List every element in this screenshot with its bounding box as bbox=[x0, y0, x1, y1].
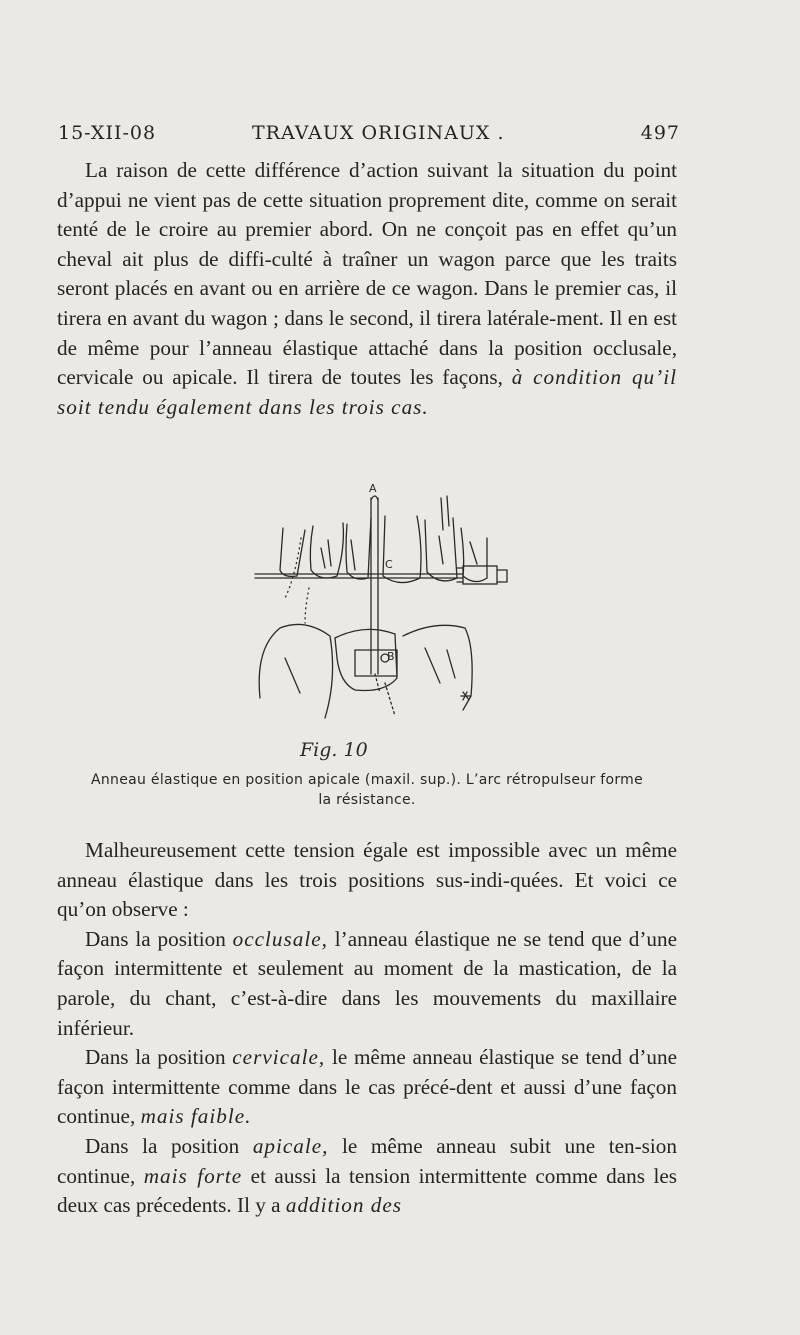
paragraph-2: Malheureusement cette tension égale est impossible avec un même anneau élastique dans les trois positions sus-indi-quées. Et voici ce qu’on observe : bbox=[57, 838, 677, 922]
paragraph-1-text: La raison de cette différence d’action suivant la situation du point d’appui ne vient pas de cette situation proprement dite, comme on serait tenté de le croire au premier abord. On ne conçoit pas en effet qu’un cheval ait plus de diffi-culté à traîner un wagon parce que les traits seront placés en avant ou en arrière de ce wagon. Dans le premier cas, il tirera en avant du wagon ; dans le second, il tirera latérale-ment. Il en est de même pour l’anneau élastique attaché dans la position occlusale, cervicale ou apicale. Il tirera de toutes les façons, bbox=[57, 158, 677, 390]
figure-label-a: A bbox=[369, 482, 377, 495]
header-date: 15-XII-08 bbox=[58, 122, 157, 144]
upper-tooth bbox=[383, 516, 421, 583]
handwritten-fig-label: Fig. 10 bbox=[300, 739, 368, 761]
header-title: TRAVAUX ORIGINAUX . bbox=[252, 122, 505, 144]
paragraph-3: Dans la position occlusale, l’anneau élastique ne se tend que d’une façon intermittente et seulement au moment de la mastication, de la parole, du chant, c’est-à-dire dans les mouvements du maxillaire inférieur. bbox=[57, 926, 677, 1040]
paragraph-1-italic: à condition qu’il soit tendu également dans les trois cas. bbox=[57, 365, 677, 419]
paragraph-4: Dans la position cervicale, le même anneau élastique se tend d’une façon intermittente comme dans le cas précé-dent et aussi d’une façon continue, mais faible. bbox=[57, 1045, 677, 1129]
page-number: 497 bbox=[640, 122, 680, 144]
caption-line-1: Anneau élastique en position apicale (maxil. sup.). L’arc rétropulseur forme bbox=[90, 772, 644, 788]
upper-tooth bbox=[346, 518, 371, 579]
running-head bbox=[58, 122, 680, 148]
paragraph-5: Dans la position apicale, le même anneau subit une ten-sion continue, mais forte et aussi la tension intermittente comme dans les deux cas précedents. Il y a addition des bbox=[57, 1133, 677, 1218]
figure-10-illustration bbox=[225, 478, 525, 778]
text-section-2 bbox=[57, 836, 677, 1221]
figure-label-b: B bbox=[387, 650, 395, 663]
figure-caption bbox=[57, 770, 677, 810]
upper-tooth bbox=[310, 523, 343, 578]
figure-label-c: C bbox=[385, 558, 393, 571]
upper-tooth bbox=[280, 528, 305, 576]
caption-line-2: la résistance. bbox=[318, 792, 416, 808]
paragraph-1 bbox=[57, 156, 677, 422]
lower-tooth bbox=[259, 624, 332, 718]
lower-tooth bbox=[403, 625, 472, 710]
retropulsor-post bbox=[371, 498, 378, 674]
dental-drawing bbox=[225, 478, 525, 778]
